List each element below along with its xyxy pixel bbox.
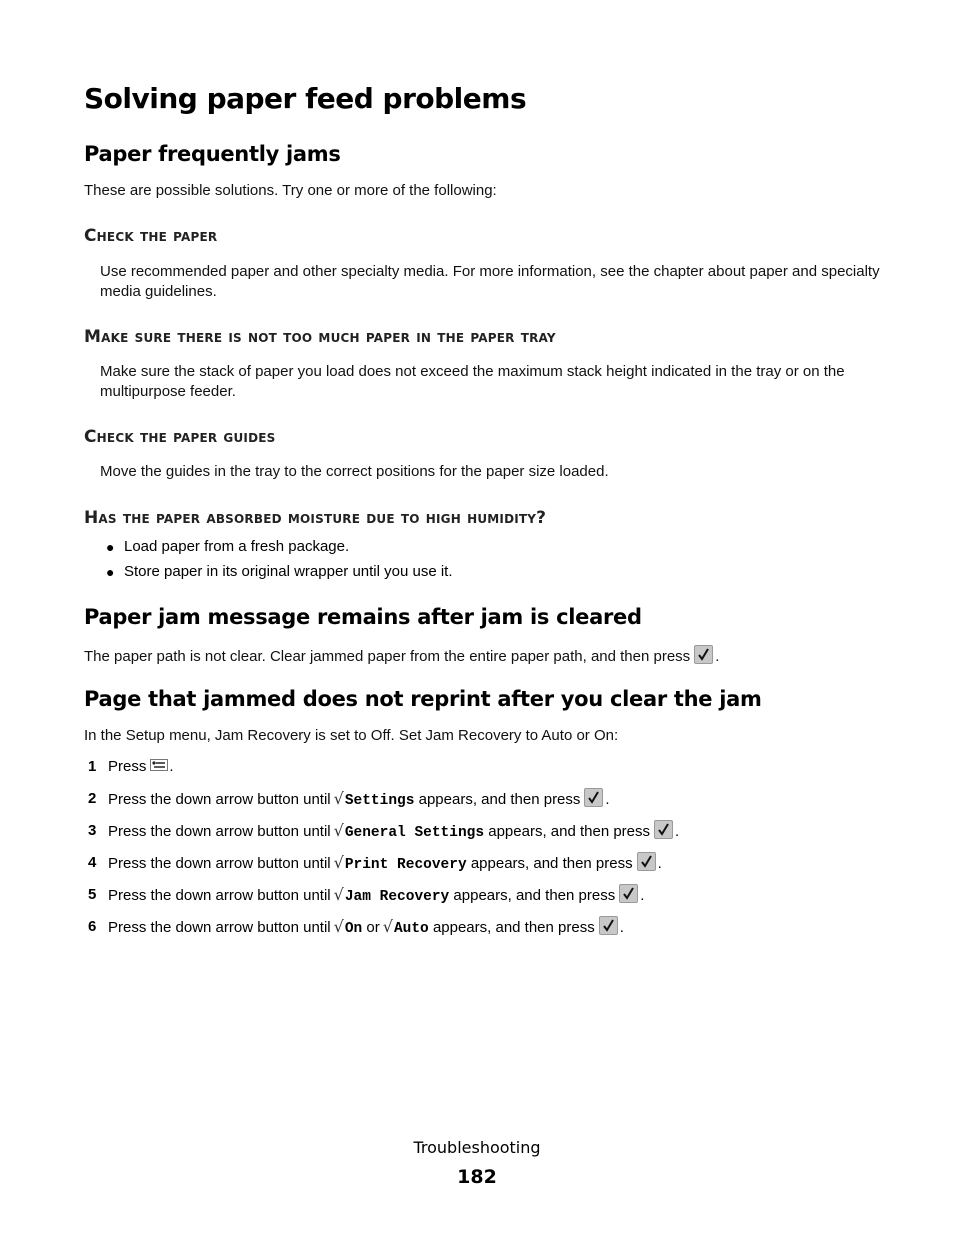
check-paper-text: Use recommended paper and other specialty media. For more information, see the chapter about paper and specialty media guidelines. [100,263,880,300]
heading-paper-guides: Check the paper guides [84,427,276,447]
step-tail: appears, and then press [432,919,595,936]
radical-icon: √ [382,917,393,936]
heading-paper-jams: Paper frequently jams [84,142,341,166]
list-item [100,537,453,562]
menu-key-icon [150,757,168,773]
page-title: Solving paper feed problems [84,82,527,115]
menu-option: Jam Recovery [344,889,450,905]
radical-icon: √ [333,917,344,936]
step-4 [84,852,679,884]
step-text: Press the down arrow button until [108,791,331,808]
radical-icon: √ [333,821,344,840]
paper-guides-text: Move the guides in the tray to the correct positions for the paper size loaded. [100,463,609,480]
menu-option: Print Recovery [344,857,467,873]
step-end: . [640,887,645,904]
check-button-icon [694,645,713,664]
radical-icon: √ [333,853,344,872]
menu-option-2: Auto [393,921,429,937]
step-number: 2 [88,790,97,807]
footer-section-label: Troubleshooting [413,1138,541,1157]
message-remains-text-before: The paper path is not clear. Clear jammed paper from the entire paper path, and then press [84,648,691,665]
step-tail: appears, and then press [470,855,633,872]
step-end: . [605,791,610,808]
menu-option: On [344,921,363,937]
step-5 [84,884,679,916]
step-number: 1 [88,758,97,775]
step-tail: appears, and then press [418,791,581,808]
list-item [100,562,453,587]
too-much-paper-text: Make sure the stack of paper you load does not exceed the maximum stack height indicated in the tray or on the multipurpose feeder. [100,363,845,400]
step-end: . [675,823,680,840]
step-tail: appears, and then press [453,887,616,904]
no-reprint-intro: In the Setup menu, Jam Recovery is set to Off. Set Jam Recovery to Auto or On: [84,727,619,744]
bullet-icon: ● [106,564,115,580]
step-1 [84,756,679,788]
step-number: 6 [88,918,97,935]
menu-option: Settings [344,793,415,809]
step-text: Press the down arrow button until [108,855,331,872]
step-text: Press the down arrow button until [108,823,331,840]
heading-no-reprint: Page that jammed does not reprint after you clear the jam [84,687,762,711]
step-number: 4 [88,854,97,871]
heading-too-much-paper: Make sure there is not too much paper in the paper tray [84,327,556,347]
check-button-icon [584,788,603,807]
step-end: . [169,758,174,775]
step-2 [84,788,679,820]
menu-option: General Settings [344,825,485,841]
radical-icon: √ [333,885,344,904]
moisture-bullet-list [100,537,453,587]
step-text: Press the down arrow button until [108,887,331,904]
check-button-icon [654,820,673,839]
step-text: Press [108,758,147,775]
bullet-icon: ● [106,539,115,555]
bullet-text: Store paper in its original wrapper until you use it. [124,563,453,580]
bullet-text: Load paper from a fresh package. [124,538,350,555]
page-number: 182 [457,1166,497,1188]
step-end: . [657,855,662,872]
message-remains-text [84,645,874,667]
step-tail: appears, and then press [488,823,651,840]
step-text: Press the down arrow button until [108,919,331,936]
step-number: 3 [88,822,97,839]
heading-moisture: Has the paper absorbed moisture due to high humidity? [84,508,547,528]
heading-check-paper: Check the paper [84,226,218,246]
step-or: or [366,919,380,936]
steps-list [84,756,679,948]
step-3 [84,820,679,852]
heading-message-remains: Paper jam message remains after jam is cleared [84,605,642,629]
step-end: . [619,919,624,936]
check-button-icon [637,852,656,871]
step-6 [84,916,679,948]
check-button-icon [599,916,618,935]
check-button-icon [619,884,638,903]
jams-intro: These are possible solutions. Try one or more of the following: [84,182,497,199]
step-number: 5 [88,886,97,903]
message-remains-text-after: . [715,648,720,665]
radical-icon: √ [333,789,344,808]
